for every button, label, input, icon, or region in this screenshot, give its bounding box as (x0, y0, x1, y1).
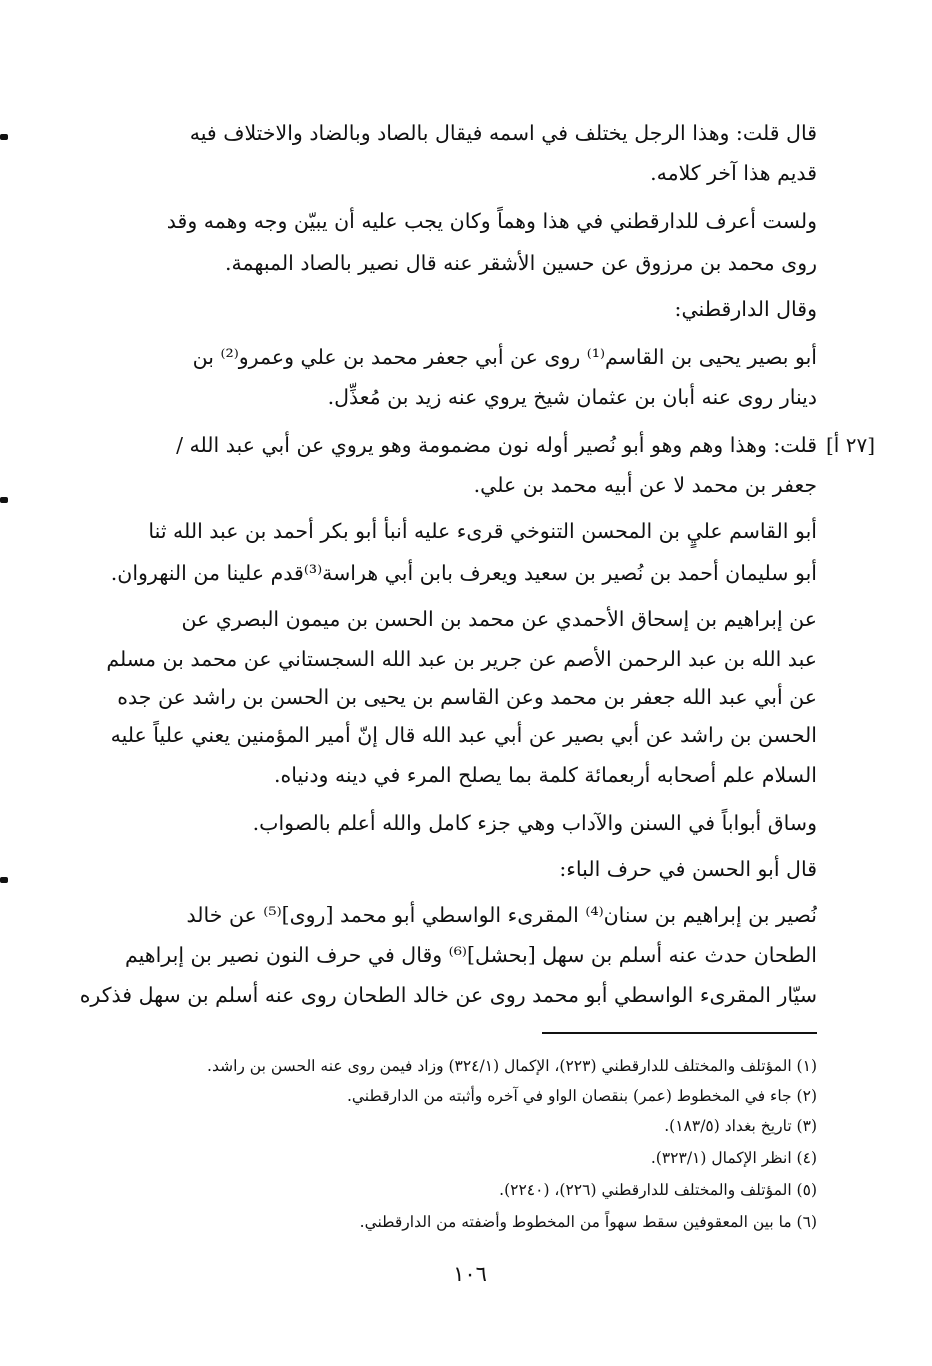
footnote: (٢) جاء في المخطوط (عمر) بنقصان الواو في آخره وأثبته من الدارقطني. (346, 1087, 817, 1105)
text-line: وساق أبواباً في السنن والآداب وهي جزء كامل والله أعلم بالصواب. (252, 811, 817, 835)
margin-mark (0, 877, 8, 883)
text-line: ولست أعرف للدارقطني في هذا وهماً وكان يجب عليه أن يبيّن وجه وهمه وقد (166, 209, 817, 233)
text-line: دينار روى عنه أبان بن عثمان شيخ يروي عنه زيد بن مُعذِّل. (327, 385, 817, 409)
text-line: جعفر بن محمد لا عن أبيه محمد بن علي. (473, 473, 817, 497)
text-line: وقال الدارقطني: (674, 297, 817, 321)
page-number: ١٠٦ (453, 1262, 487, 1286)
footnote-separator (542, 1032, 817, 1034)
text-line: الحسن بن راشد عن أبي بصير عن أبي عبد الله قال إنّ أمير المؤمنين يعني علياً عليه (110, 723, 817, 747)
text-line: قال قلت: وهذا الرجل يختلف في اسمه فيقال بالصاد وبالضاد والاختلاف فيه (189, 121, 817, 145)
text-line: قال أبو الحسن في حرف الباء: (559, 857, 817, 881)
footnote: (٦) ما بين المعقوفين سقط سهواً من المخطوط وأضفته من الدارقطني. (359, 1213, 817, 1231)
text-line: أبو سليمان أحمد بن نُصير بن سعيد ويعرف بابن أبي هراسة⁽³⁾قدم علينا من النهروان. (110, 561, 817, 585)
text-line: أبو القاسم عليٍ بن المحسن التنوخي قرىء عليه أنبأ أبو بكر أحمد بن عبد الله ثنا (148, 519, 817, 543)
text-line: قلت: وهذا وهم وهو أبو نُصير أوله نون مضمومة وهو يروي عن أبي عبد الله / (176, 433, 817, 457)
margin-mark (0, 134, 8, 140)
text-line: الطحان حدث عنه أسلم بن سهل [بحشل]⁽⁶⁾ وقال في حرف النون نصير بن إبراهيم (124, 943, 817, 967)
footnote: (١) المؤتلف والمختلف للدارقطني (٢٢٣)، الإكمال (٣٢٤/١) وزاد فيمن روى عنه الحسن بن راشد. (207, 1057, 817, 1075)
footnote: (٥) المؤتلف والمختلف للدارقطني (٢٢٦)، (٢٢٤٠). (499, 1181, 817, 1199)
text-line: سيّار المقرىء الواسطي أبو محمد روى عن خالد الطحان روى عنه أسلم بن سهل فذكره (79, 983, 817, 1007)
text-line: عبد الله بن عبد الرحمن الأصم عن جرير بن عبد الله السجستاني عن محمد بن مسلم (106, 647, 817, 671)
footnote: (٤) انظر الإكمال (٣٢٣/١). (650, 1149, 817, 1167)
text-line: قديم هذا آخر كلامه. (650, 161, 817, 185)
text-line: السلام علم أصحابه أربعمائة كلمة بما يصلح المرء في دينه ودنياه. (274, 763, 817, 787)
text-line: أبو بصير يحيى بن القاسم⁽¹⁾ روى عن أبي جعفر محمد بن علي وعمرو⁽²⁾ بن (192, 345, 817, 369)
footnote: (٣) تاريخ بغداد (١٨٣/٥). (664, 1117, 817, 1135)
text-line: عن إبراهيم بن إسحاق الأحمدي عن محمد بن الحسن بن ميمون البصري عن (181, 607, 817, 631)
margin-mark (0, 497, 8, 503)
margin-reference: [٢٧ أ] (826, 433, 876, 457)
text-line: روى محمد بن مرزوق عن حسين الأشقر عنه قال نصير بالصاد المبهمة. (225, 251, 817, 275)
text-line: نُصير بن إبراهيم بن سنان⁽⁴⁾ المقرىء الواسطي أبو محمد [روى]⁽⁵⁾ عن خالد (186, 903, 817, 927)
text-line: عن أبي عبد الله جعفر بن محمد وعن القاسم بن يحيى بن الحسن بن راشد عن جده (117, 685, 817, 709)
